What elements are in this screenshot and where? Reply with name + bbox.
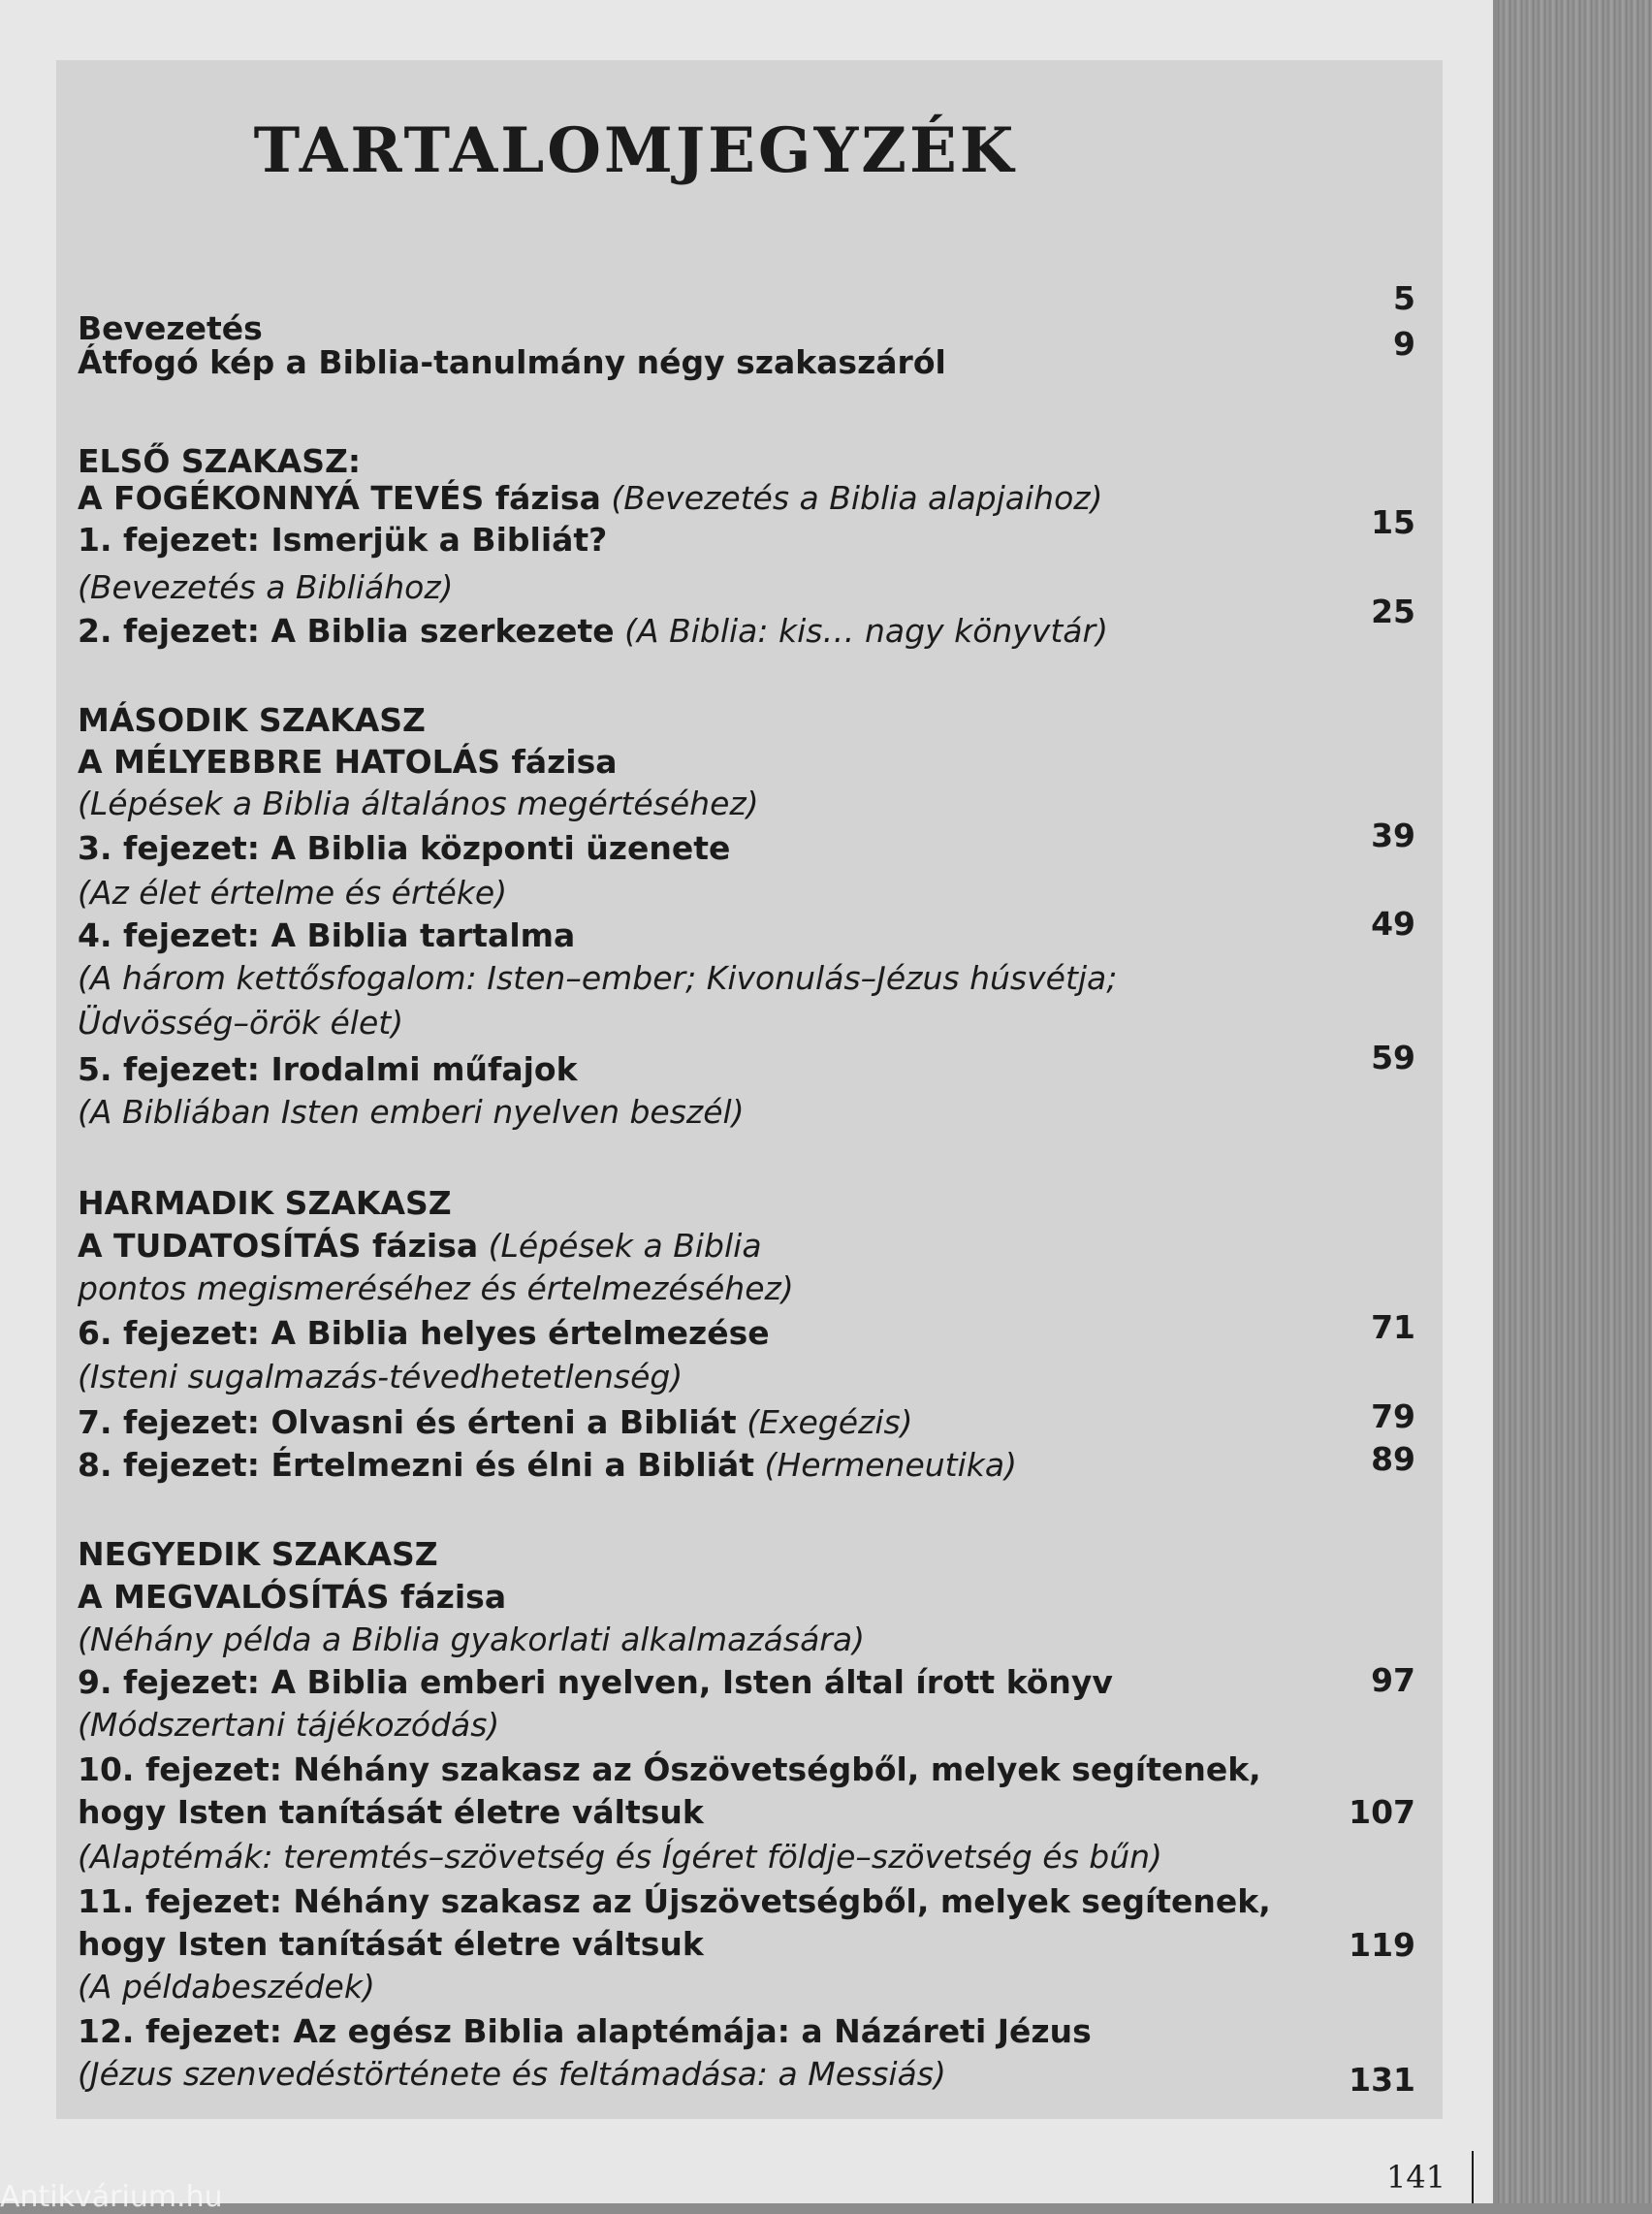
chapter-note: (A példabeszédek) bbox=[78, 1968, 375, 2005]
toc-page-number: 5 bbox=[1393, 279, 1415, 317]
chapter-note: (Az élet értelme és értéke) bbox=[78, 874, 508, 912]
chapter-title: 4. fejezet: A Biblia tartalma bbox=[78, 916, 576, 954]
chapter-note: (A három kettősfogalom: Isten–ember; Kivonulás–Jézus húsvétja; bbox=[78, 959, 1118, 997]
phase-note: (Néhány példa a Biblia gyakorlati alkalmazására) bbox=[78, 1620, 865, 1658]
chapter-title: 8. fejezet: Értelmezni és élni a Bibliát bbox=[78, 1446, 755, 1484]
toc-page-number: 79 bbox=[1371, 1397, 1415, 1435]
toc-page-number: 97 bbox=[1371, 1661, 1415, 1699]
chapter-note: (Exegézis) bbox=[747, 1403, 913, 1441]
chapter-note: (Hermeneutika) bbox=[764, 1446, 1017, 1484]
section-heading: ELSŐ SZAKASZ: bbox=[78, 442, 362, 480]
chapter-note: (Módszertani tájékozódás) bbox=[78, 1706, 500, 1744]
toc-page-number: 119 bbox=[1349, 1926, 1415, 1964]
chapter-title: 10. fejezet: Néhány szakasz az Ószövetségből, melyek segítenek, bbox=[78, 1750, 1261, 1788]
section-heading: HARMADIK SZAKASZ bbox=[78, 1184, 452, 1222]
toc-page-number: 71 bbox=[1371, 1308, 1415, 1346]
toc-entry-intro: Bevezetés bbox=[78, 309, 263, 347]
phase-note: (Bevezetés a Biblia alapjaihoz) bbox=[611, 479, 1103, 517]
chapter-title: 5. fejezet: Irodalmi műfajok bbox=[78, 1050, 578, 1088]
phase-title: A FOGÉKONNYÁ TEVÉS fázisa bbox=[78, 479, 601, 517]
book-spine bbox=[1498, 0, 1652, 2203]
chapter-note: (Alaptémák: teremtés–szövetség és Ígéret földje–szövetség és bűn) bbox=[78, 1838, 1162, 1876]
toc-page-number: 89 bbox=[1371, 1440, 1415, 1478]
page-number: 141 bbox=[1386, 2159, 1446, 2196]
chapter-title: 7. fejezet: Olvasni és érteni a Bibliát bbox=[78, 1403, 737, 1441]
toc-page-number: 49 bbox=[1371, 905, 1415, 943]
page-number-rule bbox=[1472, 2151, 1474, 2203]
chapter-line bbox=[78, 1402, 913, 1443]
chapter-title: 1. fejezet: Ismerjük a Bibliát? bbox=[78, 521, 608, 559]
phase-note: (Lépések a Biblia bbox=[488, 1227, 762, 1265]
chapter-note: Üdvösség–örök élet) bbox=[78, 1004, 404, 1042]
toc-page-number: 107 bbox=[1349, 1793, 1415, 1831]
chapter-title: 9. fejezet: A Biblia emberi nyelven, Isten által írott könyv bbox=[78, 1663, 1113, 1701]
phase-note: pontos megismeréséhez és értelmezéséhez) bbox=[78, 1269, 794, 1307]
toc-page-number: 131 bbox=[1349, 2061, 1415, 2099]
chapter-line bbox=[78, 611, 1108, 652]
phase-title: A MEGVALÓSÍTÁS fázisa bbox=[78, 1578, 507, 1616]
chapter-note: (A Bibliában Isten emberi nyelven beszél) bbox=[78, 1093, 745, 1131]
chapter-title: hogy Isten tanítását életre váltsuk bbox=[78, 1793, 704, 1831]
toc-page-number: 25 bbox=[1371, 593, 1415, 630]
phase-line bbox=[78, 478, 1102, 519]
chapter-note: (Bevezetés a Bibliához) bbox=[78, 568, 454, 606]
chapter-title: 3. fejezet: A Biblia központi üzenete bbox=[78, 829, 731, 867]
chapter-title: 2. fejezet: A Biblia szerkezete bbox=[78, 612, 615, 650]
chapter-title: 12. fejezet: Az egész Biblia alaptémája: a Názáreti Jézus bbox=[78, 2012, 1092, 2050]
chapter-note: (A Biblia: kis… nagy könyvtár) bbox=[624, 612, 1108, 650]
section-heading: NEGYEDIK SZAKASZ bbox=[78, 1535, 438, 1573]
toc-page-number: 9 bbox=[1393, 325, 1415, 363]
chapter-title: 11. fejezet: Néhány szakasz az Újszövetségből, melyek segítenek, bbox=[78, 1882, 1271, 1920]
chapter-note: (Jézus szenvedéstörténete és feltámadása: a Messiás) bbox=[78, 2055, 946, 2093]
phase-line bbox=[78, 1226, 762, 1267]
chapter-title: hogy Isten tanítását életre váltsuk bbox=[78, 1925, 704, 1963]
watermark: Antikvárium.hu bbox=[0, 2180, 223, 2214]
page-title: TARTALOMJEGYZÉK bbox=[253, 114, 1017, 187]
toc-page-number: 59 bbox=[1371, 1039, 1415, 1076]
phase-title: A MÉLYEBBRE HATOLÁS fázisa bbox=[78, 743, 618, 781]
toc-page-number: 15 bbox=[1371, 503, 1415, 541]
phase-note: (Lépések a Biblia általános megértéséhez) bbox=[78, 785, 759, 822]
toc-entry-overview: Átfogó kép a Biblia-tanulmány négy szakaszáról bbox=[78, 343, 946, 381]
chapter-note: (Isteni sugalmazás-tévedhetetlenség) bbox=[78, 1358, 683, 1396]
section-heading: MÁSODIK SZAKASZ bbox=[78, 701, 426, 739]
phase-title: A TUDATOSÍTÁS fázisa bbox=[78, 1227, 479, 1265]
chapter-title: 6. fejezet: A Biblia helyes értelmezése bbox=[78, 1314, 770, 1352]
chapter-line bbox=[78, 1445, 1017, 1486]
toc-page-number: 39 bbox=[1371, 817, 1415, 854]
